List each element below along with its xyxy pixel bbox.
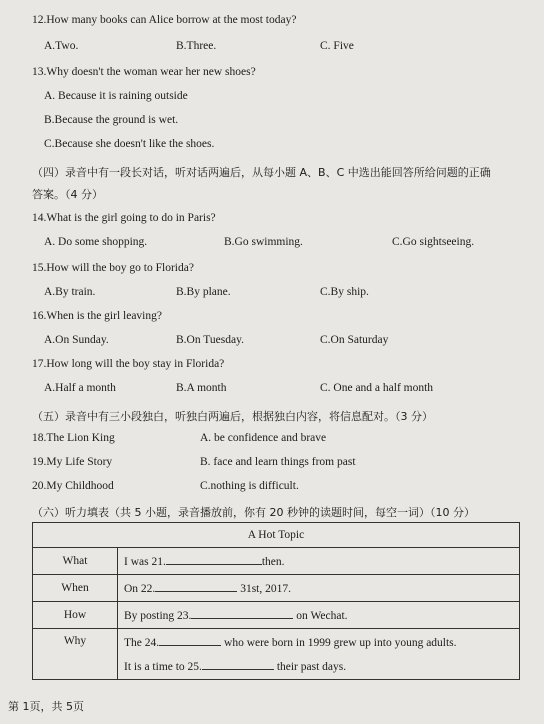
q15-option-c: C.By ship. (320, 286, 369, 298)
text: who were born in 1999 grew up into young adults. (224, 637, 457, 649)
row-content-what (118, 548, 520, 575)
question-17: 17.How long will the boy stay in Florida? (32, 358, 225, 370)
q12-option-c: C. Five (320, 40, 354, 52)
q12-option-a: A.Two. (44, 40, 79, 52)
q13-option-a: A. Because it is raining outside (44, 90, 188, 102)
q16-option-b: B.On Tuesday. (176, 334, 244, 346)
text: On 22. (124, 583, 156, 595)
blank-24[interactable] (159, 635, 221, 646)
table-row (33, 548, 520, 575)
blank-22[interactable] (155, 581, 237, 592)
row-label-how: How (33, 602, 118, 629)
q17-option-c: C. One and a half month (320, 382, 434, 394)
table-title: A Hot Topic (33, 523, 520, 548)
text: their past days. (276, 661, 347, 673)
match-left-20: 20.My Childhood (32, 480, 114, 492)
section-4-instructions: （四）录音中有一段长对话，听对话两遍后，从每小题 A、B、C 中选出能回答所给问题的正确 (32, 166, 491, 179)
q15-option-a: A.By train. (44, 286, 96, 298)
blank-23[interactable] (191, 608, 293, 619)
q17-option-b: B.A month (176, 382, 227, 394)
text: I was 21. (124, 556, 166, 568)
row-label-what: What (33, 548, 118, 575)
text: on Wechat. (296, 610, 348, 622)
section-5-instructions: （五）录音中有三小段独白，听独白两遍后，根据独白内容，将信息配对。（3 分） (32, 410, 433, 423)
text: It is a time to 25. (124, 661, 202, 673)
q16-option-c: C.On Saturday (320, 334, 389, 346)
match-left-19: 19.My Life Story (32, 456, 113, 468)
table-row (33, 629, 520, 680)
hot-topic-table (32, 522, 520, 680)
blank-21[interactable] (166, 554, 262, 565)
match-right-c: C.nothing is difficult. (200, 480, 299, 492)
q13-option-c: C.Because she doesn't like the shoes. (44, 138, 215, 150)
match-left-18: 18.The Lion King (32, 432, 115, 444)
row-content-when (118, 575, 520, 602)
question-15: 15.How will the boy go to Florida? (32, 262, 194, 274)
page-footer: 第 1页，共 5页 (8, 700, 84, 713)
table-row (33, 575, 520, 602)
q15-option-b: B.By plane. (176, 286, 231, 298)
text: The 24. (124, 637, 160, 649)
why-line-2 (124, 659, 513, 673)
section-6-instructions: （六）听力填表（共 5 小题，录音播放前，你有 20 秒钟的读题时间，每空一词）（10 分） (32, 506, 475, 519)
q14-option-a: A. Do some shopping. (44, 236, 148, 248)
table-row (33, 602, 520, 629)
question-12: 12.How many books can Alice borrow at the most today? (32, 14, 297, 26)
row-label-when: When (33, 575, 118, 602)
match-right-a: A. be confidence and brave (200, 432, 327, 444)
question-14: 14.What is the girl going to do in Paris? (32, 212, 216, 224)
section-4-instructions-cont: 答案。（4 分） (32, 188, 103, 201)
q12-option-b: B.Three. (176, 40, 217, 52)
row-content-how (118, 602, 520, 629)
q16-option-a: A.On Sunday. (44, 334, 109, 346)
text: then. (261, 556, 285, 568)
row-content-why (118, 629, 520, 680)
q14-option-c: C.Go sightseeing. (392, 236, 475, 248)
question-13: 13.Why doesn't the woman wear her new shoes? (32, 66, 256, 78)
text: 31st, 2017. (240, 583, 291, 595)
q13-option-b: B.Because the ground is wet. (44, 114, 179, 126)
blank-25[interactable] (202, 659, 274, 670)
row-label-why: Why (33, 629, 118, 680)
q17-option-a: A.Half a month (44, 382, 116, 394)
match-right-b: B. face and learn things from past (200, 456, 356, 468)
text: By posting 23. (124, 610, 192, 622)
question-16: 16.When is the girl leaving? (32, 310, 162, 322)
why-line-1 (124, 635, 513, 649)
q14-option-b: B.Go swimming. (224, 236, 303, 248)
